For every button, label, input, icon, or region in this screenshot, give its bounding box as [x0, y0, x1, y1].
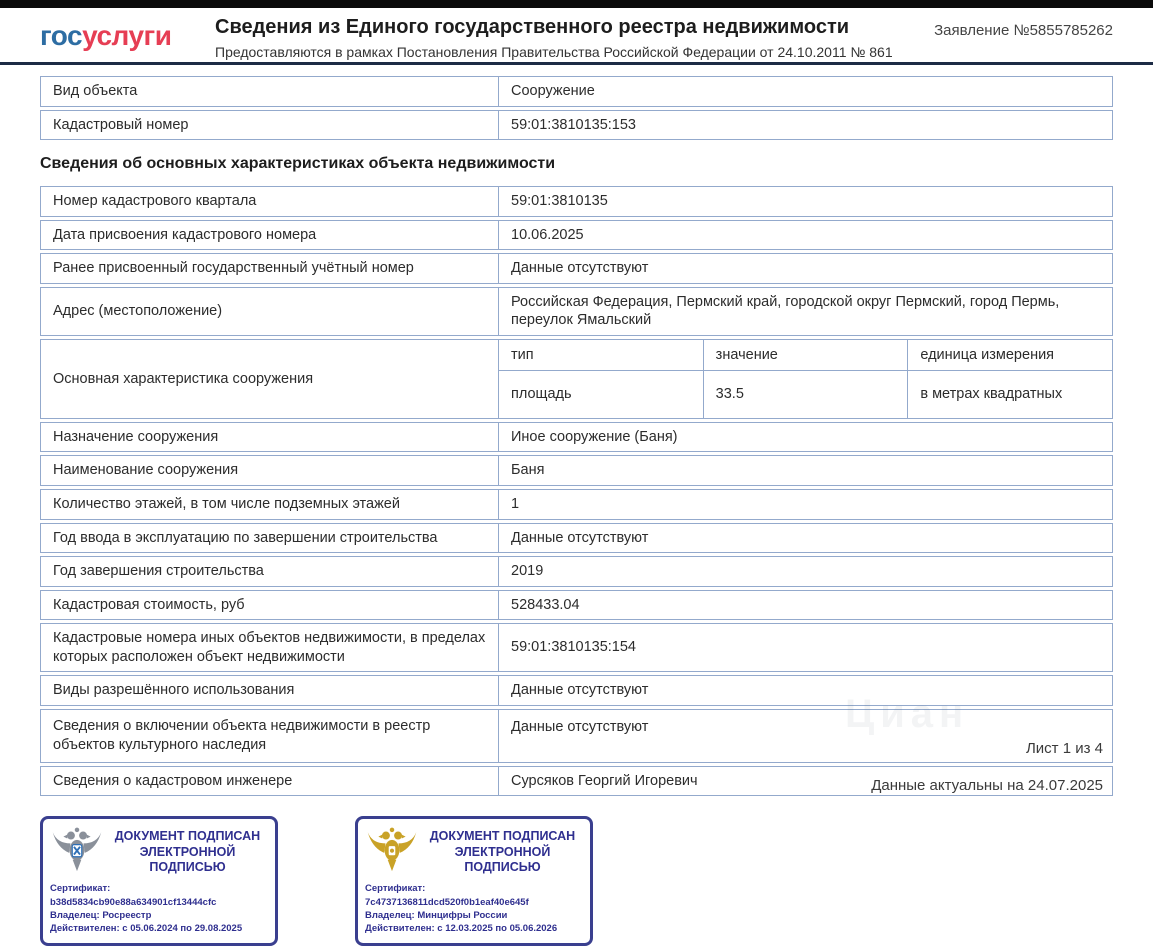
header-titles: [215, 8, 934, 60]
row-value: Российская Федерация, Пермский край, городской округ Пермский, город Пермь, переулок Ямальский: [511, 293, 1060, 329]
top-black-bar: [0, 0, 1153, 8]
subtable-col-type: тип: [499, 340, 704, 371]
logo-part-red: услуги: [82, 20, 172, 51]
row-value: 528433.04: [511, 596, 580, 613]
table-row: [40, 623, 1113, 672]
row-value: 59:01:3810135:154: [511, 639, 636, 656]
row-value: Сурсяков Георгий Игоревич: [511, 772, 698, 789]
row-value: Данные отсутствуют: [511, 529, 649, 546]
table-row: [40, 556, 1113, 587]
section-heading: Сведения об основных характеристиках объекта недвижимости: [40, 155, 556, 173]
table-row: [40, 675, 1113, 706]
row-value: 59:01:3810135: [511, 193, 608, 210]
subtable-data-row: [499, 371, 1112, 418]
row-label: Ранее присвоенный государственный учётный номер: [41, 254, 499, 283]
logo-part-blue: гос: [40, 20, 83, 51]
characteristic-subtable: [499, 340, 1112, 418]
stamp-details: [50, 882, 266, 935]
data-actuality: Данные актуальны на 24.07.2025: [871, 777, 1103, 794]
russia-coat-of-arms-icon: [365, 826, 419, 878]
stamp-validity: Действителен: с 12.03.2025 по 05.06.2026: [365, 923, 558, 935]
stamp-certificate: Сертификат: 7c4737136811dcd520f0b1eaf40e645f: [365, 883, 529, 908]
row-label: Кадастровый номер: [41, 111, 499, 140]
characteristics-table: [40, 186, 1113, 796]
row-value: 10.06.2025: [511, 226, 584, 243]
page-footer: [871, 740, 1103, 794]
row-label: Назначение сооружения: [41, 423, 499, 452]
stamp-validity: Действителен: с 05.06.2024 по 29.08.2025: [50, 923, 243, 935]
row-value: Сооружение: [511, 83, 595, 99]
document-body: [40, 76, 1113, 946]
table-row: [40, 220, 1113, 251]
row-value: Данные отсутствуют: [511, 718, 649, 735]
stamp-certificate: Сертификат: b38d5834cb90e88a634901cf13444cfc: [50, 883, 217, 908]
header-divider: [0, 62, 1153, 65]
row-value: 1: [511, 496, 520, 513]
subtable-header-row: [499, 340, 1112, 372]
document-header: [0, 8, 1153, 62]
row-label: Вид объекта: [41, 77, 499, 106]
sheet-number: Лист 1 из 4: [1025, 740, 1103, 757]
row-label: Кадастровая стоимость, руб: [41, 591, 499, 620]
row-label: Количество этажей, в том числе подземных этажей: [41, 490, 499, 519]
subtable-type-value: площадь: [499, 371, 704, 418]
application-number: Заявление №5855785262: [934, 22, 1113, 39]
subtable-col-unit: единица измерения: [920, 346, 1055, 363]
document-subtitle: Предоставляются в рамках Постановления Правительства Российской Федерации от 24.10.2011 № 861: [215, 44, 893, 60]
row-label: Адрес (местоположение): [41, 288, 499, 335]
row-label: Сведения о включении объекта недвижимости в реестр объектов культурного наследия: [41, 710, 499, 762]
table-row-address: [40, 287, 1113, 336]
row-label: Номер кадастрового квартала: [41, 187, 499, 216]
row-label: Основная характеристика сооружения: [41, 340, 499, 418]
document-title: Сведения из Единого государственного реестра недвижимости: [215, 16, 850, 38]
table-row: [40, 455, 1113, 486]
table-row: [40, 186, 1113, 217]
row-label: Сведения о кадастровом инженере: [41, 767, 499, 796]
table-row: [40, 253, 1113, 284]
rosreestr-emblem-icon: [50, 826, 104, 878]
table-row-main-characteristic: [40, 339, 1113, 419]
stamp-title: ДОКУМЕНТ ПОДПИСАН ЭЛЕКТРОННОЙ ПОДПИСЬЮ: [429, 828, 576, 875]
signature-stamps: [40, 816, 1113, 945]
row-value: Данные отсутствуют: [511, 260, 649, 277]
row-label: Дата присвоения кадастрового номера: [41, 221, 499, 250]
table-row: [40, 110, 1113, 141]
gosuslugi-logo: [0, 8, 215, 52]
subtable-number-value: 33.5: [704, 371, 909, 418]
row-label: Кадастровые номера иных объектов недвижимости, в пределах которых расположен объект недвижимости: [41, 624, 499, 671]
rosreestr-signature-stamp: [40, 816, 278, 945]
table-row: [40, 590, 1113, 621]
row-label: Год завершения строительства: [41, 557, 499, 586]
row-value: Баня: [511, 462, 545, 479]
mincifry-signature-stamp: [355, 816, 593, 945]
subtable-unit-value: в метрах квадратных: [920, 386, 1063, 403]
table-row: [40, 523, 1113, 554]
row-label: Наименование сооружения: [41, 456, 499, 485]
stamp-details: [365, 882, 581, 935]
subtable-col-value: значение: [704, 340, 909, 371]
row-label: Виды разрешённого использования: [41, 676, 499, 705]
stamp-title: ДОКУМЕНТ ПОДПИСАН ЭЛЕКТРОННОЙ ПОДПИСЬЮ: [114, 828, 261, 875]
table-row: [40, 489, 1113, 520]
row-label: Год ввода в эксплуатацию по завершении строительства: [41, 524, 499, 553]
stamp-owner: Владелец: Минцифры России: [365, 909, 508, 921]
object-summary-table: [40, 76, 1113, 140]
stamp-header: [365, 826, 581, 878]
stamp-owner: Владелец: Росреестр: [50, 909, 152, 921]
row-value: 59:01:3810135:153: [511, 116, 636, 133]
row-value: Данные отсутствуют: [511, 682, 649, 699]
stamp-header: [50, 826, 266, 878]
table-row: [40, 422, 1113, 453]
table-row: [40, 76, 1113, 107]
row-value: 2019: [511, 563, 544, 580]
row-value: Иное сооружение (Баня): [511, 428, 678, 445]
